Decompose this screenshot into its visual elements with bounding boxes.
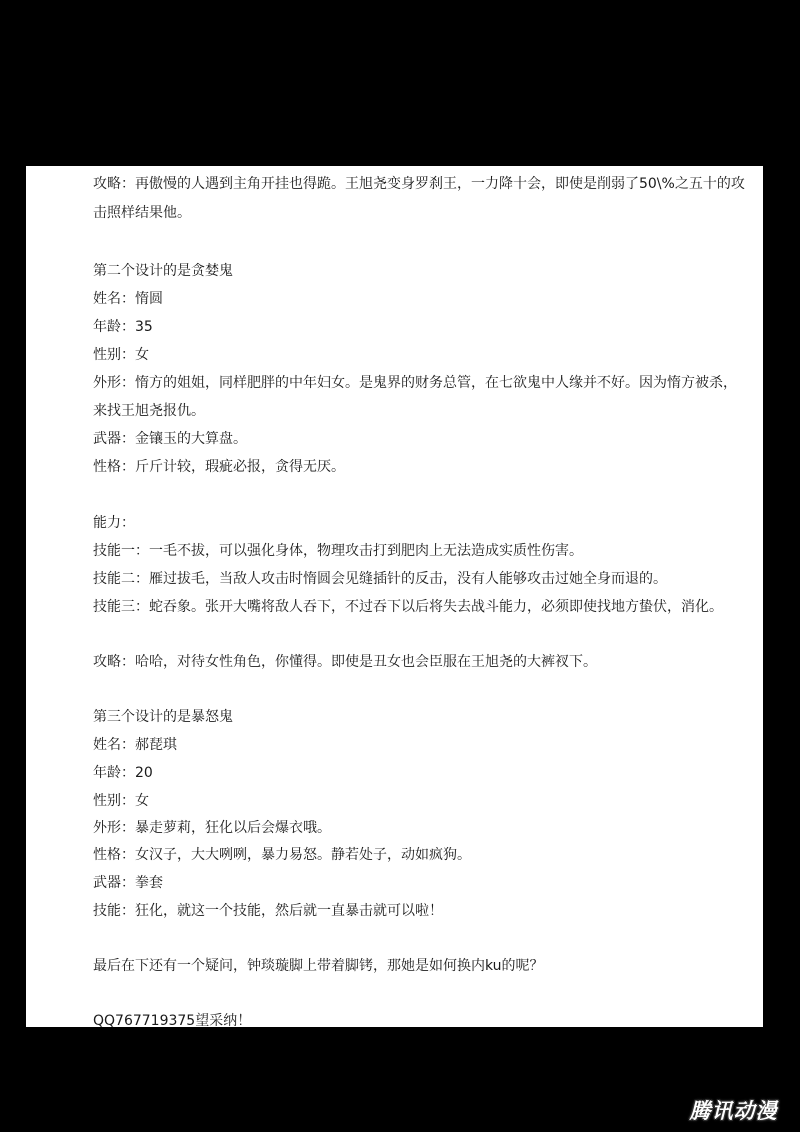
text-line-name: 姓名：郝琵琪 bbox=[93, 737, 177, 753]
text-line-age: 年龄：20 bbox=[93, 765, 153, 781]
text-line-appearance: 外形：惰方的姐姐，同样肥胖的中年妇女。是鬼界的财务总管，在七欲鬼中人缘并不好。因为惰方被杀， bbox=[93, 375, 737, 391]
section-heading-greed-ghost: 第二个设计的是贪婪鬼 bbox=[93, 263, 233, 279]
text-line-strategy-1-cont: 击照样结果他。 bbox=[93, 205, 191, 221]
text-line-appearance-cont: 来找王旭尧报仇。 bbox=[93, 403, 205, 419]
text-line-weapon: 武器：拳套 bbox=[93, 875, 163, 891]
text-line-skill-2: 技能二：雁过拔毛，当敌人攻击时惰圆会见缝插针的反击，没有人能够攻击过她全身而退的。 bbox=[93, 571, 667, 587]
text-line-contact: QQ767719375望采纳！ bbox=[93, 1013, 252, 1029]
text-line-question: 最后在下还有一个疑问，钟琰璇脚上带着脚铐，那她是如何换内ku的呢？ bbox=[93, 958, 544, 974]
text-line-skill-3: 技能三：蛇吞象。张开大嘴将敌人吞下，不过吞下以后将失去战斗能力，必须即使找地方蛰伏，消化。 bbox=[93, 599, 723, 615]
text-line-weapon: 武器：金镶玉的大算盘。 bbox=[93, 431, 247, 447]
text-line-personality: 性格：斤斤计较，瑕疵必报，贪得无厌。 bbox=[93, 459, 345, 475]
text-line-name: 姓名：惰圆 bbox=[93, 291, 163, 307]
watermark-logo: 腾讯动漫 bbox=[689, 1099, 778, 1123]
text-line-skill: 技能：狂化，就这一个技能，然后就一直暴击就可以啦！ bbox=[93, 903, 443, 919]
text-line-personality: 性格：女汉子，大大咧咧，暴力易怒。静若处子，动如疯狗。 bbox=[93, 847, 471, 863]
section-heading-wrath-ghost: 第三个设计的是暴怒鬼 bbox=[93, 709, 233, 725]
text-line-gender: 性别：女 bbox=[93, 793, 149, 809]
text-line-abilities-heading: 能力： bbox=[93, 515, 135, 531]
text-line-skill-1: 技能一：一毛不拔，可以强化身体，物理攻击打到肥肉上无法造成实质性伤害。 bbox=[93, 543, 583, 559]
text-line-strategy-2: 攻略：哈哈，对待女性角色，你懂得。即使是丑女也会臣服在王旭尧的大裤衩下。 bbox=[93, 654, 597, 670]
text-line-age: 年龄：35 bbox=[93, 319, 153, 335]
text-line-gender: 性别：女 bbox=[93, 347, 149, 363]
text-line-appearance: 外形：暴走萝莉，狂化以后会爆衣哦。 bbox=[93, 820, 331, 836]
text-line-strategy-1: 攻略：再傲慢的人遇到主角开挂也得跪。王旭尧变身罗刹王，一力降十会，即使是削弱了50\%之五十的攻 bbox=[93, 176, 745, 192]
